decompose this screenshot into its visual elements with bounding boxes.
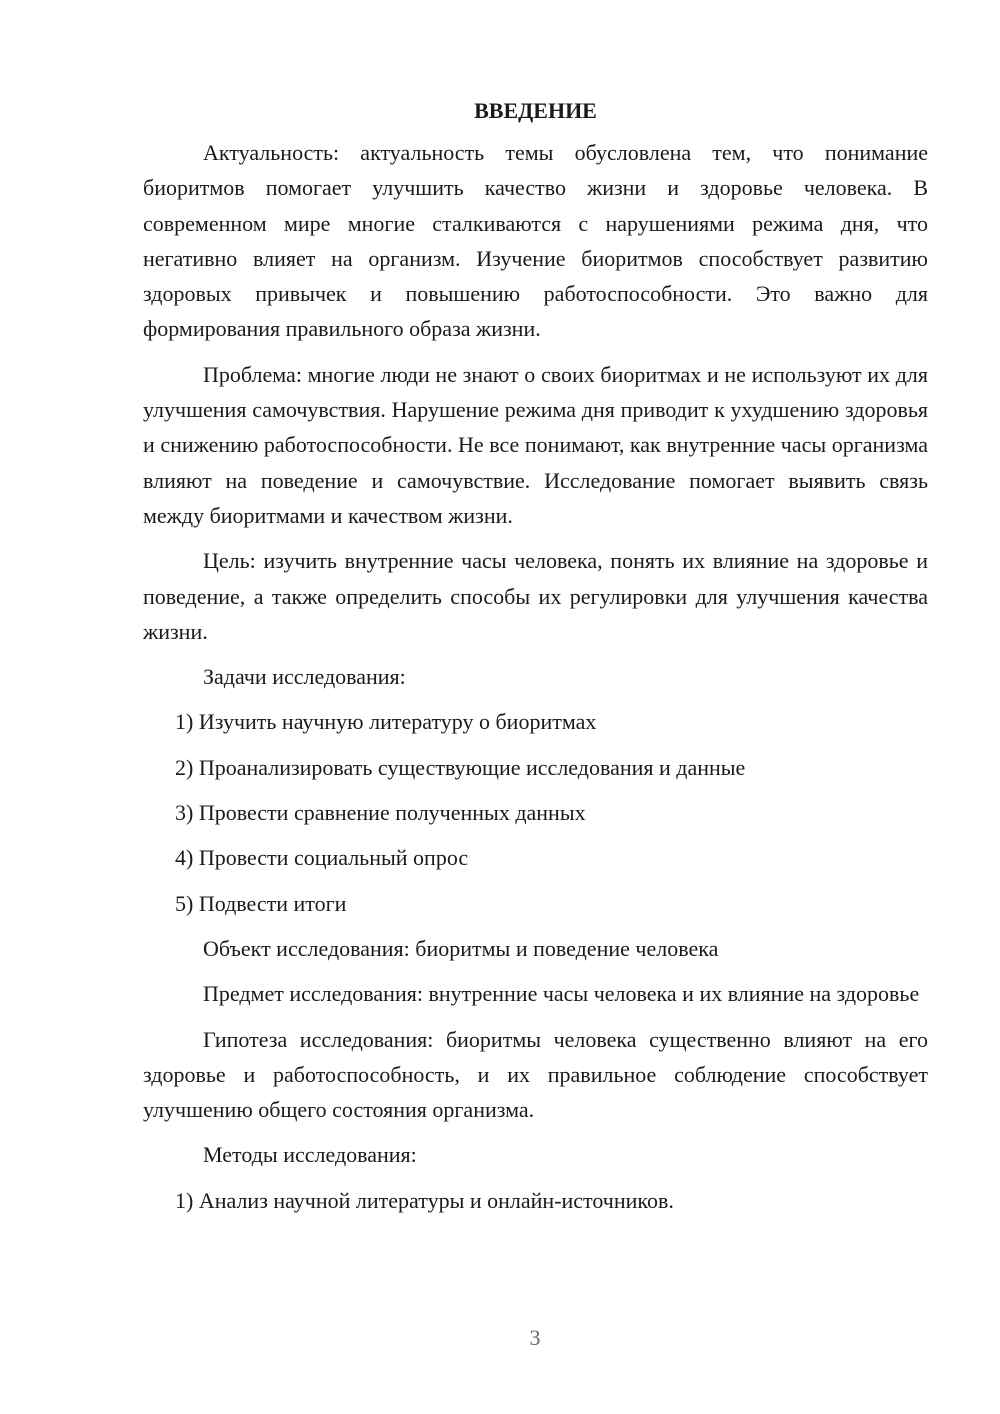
goal-paragraph: Цель: изучить внутренние часы человека, понять их влияние на здоровье и поведение, а также определить способы их регулировки для улучшения качества жизни. xyxy=(143,548,928,644)
method-item: 1) Анализ научной литературы и онлайн-источников. xyxy=(175,1187,674,1213)
page-number: 3 xyxy=(529,1325,541,1350)
tasks-heading: Задачи исследования: xyxy=(203,664,406,690)
task-item: 1) Изучить научную литературу о биоритмах xyxy=(175,709,597,735)
task-item: 2) Проанализировать существующие исследования и данные xyxy=(175,754,746,780)
section-title: ВВЕДЕНИЕ xyxy=(474,98,597,123)
methods-heading: Методы исследования: xyxy=(203,1142,417,1168)
object-line: Объект исследования: биоритмы и поведение человека xyxy=(203,935,719,961)
problem-paragraph: Проблема: многие люди не знают о своих биоритмах и не используют их для улучшения самочувствия. Нарушение режима дня приводит к ухудшению здоровья и снижению работоспособности. Не все понимают, как внутренние часы организма влияют на поведение и самочувствие. Исследование помогает выявить связь между биоритмами и качеством жизни. xyxy=(143,361,928,528)
relevance-paragraph: Актуальность: актуальность темы обусловлена тем, что понимание биоритмов помогает улучшить качество жизни и здоровье человека. В современном мире многие сталкиваются с нарушениями режима дня, что негативно влияет на организм. Изучение биоритмов способствует развитию здоровых привычек и повышению работоспособности. Это важно для формирования правильного образа жизни. xyxy=(143,140,928,342)
hypothesis-paragraph: Гипотеза исследования: биоритмы человека существенно влияют на его здоровье и работоспособность, и их правильное соблюдение способствует улучшению общего состояния организма. xyxy=(143,1026,928,1123)
subject-paragraph: Предмет исследования: внутренние часы человека и их влияние на здоровье xyxy=(203,981,920,1007)
task-item: 3) Провести сравнение полученных данных xyxy=(175,800,586,826)
document-page xyxy=(143,93,928,1218)
task-item: 5) Подвести итоги xyxy=(175,890,347,916)
task-item: 4) Провести социальный опрос xyxy=(175,845,469,871)
